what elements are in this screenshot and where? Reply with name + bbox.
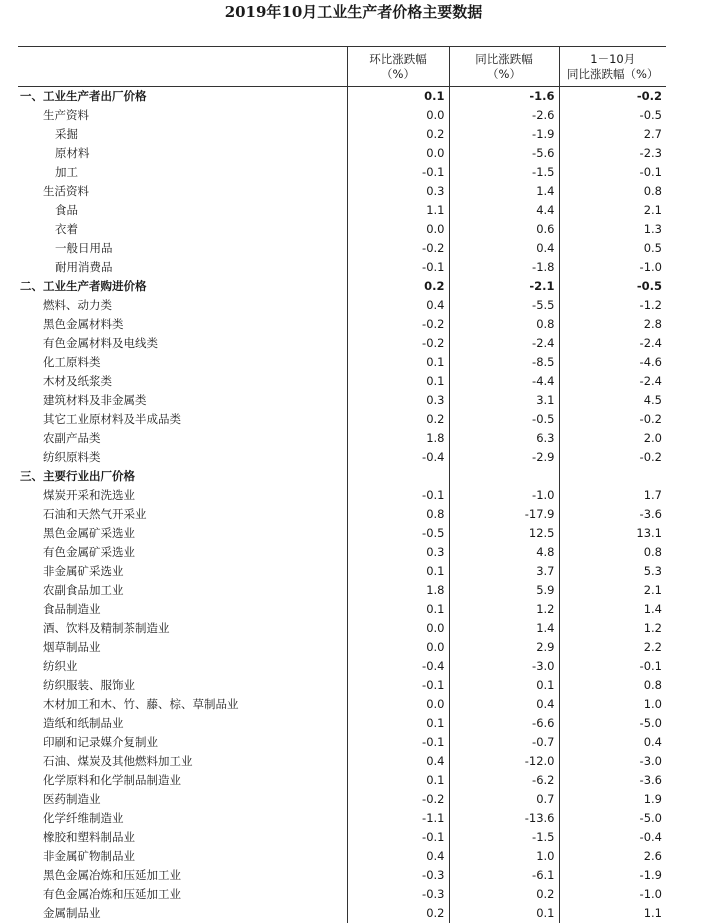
yoy-value: 6.3 [449, 429, 559, 448]
row-label: 医药制造业 [18, 790, 347, 809]
ytd-value: -1.0 [559, 258, 666, 277]
mom-value: 0.2 [347, 410, 449, 429]
row-label: 烟草制品业 [18, 638, 347, 657]
yoy-value: 5.9 [449, 581, 559, 600]
table-row [18, 581, 666, 600]
row-label: 橡胶和塑料制品业 [18, 828, 347, 847]
table-row [18, 372, 666, 391]
row-label: 燃料、动力类 [18, 296, 347, 315]
row-label: 一、工业生产者出厂价格 [18, 87, 347, 107]
table-row [18, 676, 666, 695]
yoy-value: -1.8 [449, 258, 559, 277]
mom-value: 0.1 [347, 372, 449, 391]
table-row [18, 695, 666, 714]
table-row [18, 448, 666, 467]
row-label: 农副产品类 [18, 429, 347, 448]
ytd-value: -0.1 [559, 657, 666, 676]
ytd-value: -0.5 [559, 277, 666, 296]
table-row [18, 220, 666, 239]
table-row [18, 315, 666, 334]
ytd-value: 0.8 [559, 182, 666, 201]
row-label: 黑色金属材料类 [18, 315, 347, 334]
mom-value: -0.3 [347, 866, 449, 885]
row-label: 化工原料类 [18, 353, 347, 372]
ytd-value: -5.0 [559, 809, 666, 828]
ytd-value: 0.5 [559, 239, 666, 258]
table-row [18, 334, 666, 353]
ytd-value: -0.2 [559, 410, 666, 429]
ytd-value: 0.8 [559, 543, 666, 562]
row-label: 非金属矿采选业 [18, 562, 347, 581]
table-row [18, 486, 666, 505]
row-label: 衣着 [18, 220, 347, 239]
yoy-value [449, 467, 559, 486]
row-label: 酒、饮料及精制茶制造业 [18, 619, 347, 638]
row-label: 黑色金属矿采选业 [18, 524, 347, 543]
row-label: 化学纤维制造业 [18, 809, 347, 828]
yoy-value: 1.0 [449, 847, 559, 866]
mom-value: 0.1 [347, 562, 449, 581]
yoy-value: -5.5 [449, 296, 559, 315]
yoy-value: 1.4 [449, 182, 559, 201]
table-row [18, 410, 666, 429]
yoy-value: 0.7 [449, 790, 559, 809]
ytd-value: 1.0 [559, 695, 666, 714]
ytd-value: -0.5 [559, 106, 666, 125]
row-label: 农副食品加工业 [18, 581, 347, 600]
yoy-value: 1.4 [449, 619, 559, 638]
mom-value: 0.3 [347, 182, 449, 201]
mom-value: -0.1 [347, 828, 449, 847]
yoy-value: -2.9 [449, 448, 559, 467]
mom-value: 0.0 [347, 144, 449, 163]
ytd-value: -1.0 [559, 885, 666, 904]
mom-value: 0.0 [347, 695, 449, 714]
table-row [18, 638, 666, 657]
ytd-value: 0.4 [559, 733, 666, 752]
ytd-value: -2.4 [559, 334, 666, 353]
yoy-value: -2.6 [449, 106, 559, 125]
ytd-value: 13.1 [559, 524, 666, 543]
mom-value: -0.2 [347, 315, 449, 334]
table-row [18, 391, 666, 410]
row-label: 食品制造业 [18, 600, 347, 619]
ytd-value: 2.1 [559, 581, 666, 600]
table-row [18, 296, 666, 315]
row-label: 建筑材料及非金属类 [18, 391, 347, 410]
yoy-value: -12.0 [449, 752, 559, 771]
table-row [18, 828, 666, 847]
ytd-value: 1.9 [559, 790, 666, 809]
row-label: 其它工业原材料及半成品类 [18, 410, 347, 429]
ytd-value: -0.4 [559, 828, 666, 847]
mom-value: 0.2 [347, 904, 449, 923]
row-label: 原材料 [18, 144, 347, 163]
yoy-value: 3.1 [449, 391, 559, 410]
table-row [18, 619, 666, 638]
row-label: 黑色金属冶炼和压延加工业 [18, 866, 347, 885]
table-body [18, 87, 666, 923]
ytd-value: -4.6 [559, 353, 666, 372]
table-row [18, 201, 666, 220]
table-row [18, 600, 666, 619]
yoy-value: -6.1 [449, 866, 559, 885]
table-row [18, 847, 666, 866]
row-label: 纺织服装、服饰业 [18, 676, 347, 695]
table-row [18, 106, 666, 125]
table-row [18, 790, 666, 809]
yoy-value: 2.9 [449, 638, 559, 657]
table-row [18, 524, 666, 543]
price-data-table [18, 46, 666, 923]
yoy-value: 12.5 [449, 524, 559, 543]
row-label: 二、工业生产者购进价格 [18, 277, 347, 296]
ytd-value: 2.8 [559, 315, 666, 334]
ytd-value: -3.6 [559, 771, 666, 790]
yoy-value: 0.1 [449, 676, 559, 695]
yoy-value: 0.8 [449, 315, 559, 334]
mom-value: 0.0 [347, 619, 449, 638]
row-label: 食品 [18, 201, 347, 220]
mom-value: -0.1 [347, 733, 449, 752]
table-row [18, 125, 666, 144]
mom-value: 1.1 [347, 201, 449, 220]
mom-value: -0.4 [347, 657, 449, 676]
ytd-value: -3.0 [559, 752, 666, 771]
table-row [18, 505, 666, 524]
row-label: 化学原料和化学制品制造业 [18, 771, 347, 790]
ytd-value: -1.9 [559, 866, 666, 885]
yoy-value: 0.4 [449, 239, 559, 258]
yoy-value: 4.8 [449, 543, 559, 562]
header-item [18, 47, 347, 87]
ytd-value: -3.6 [559, 505, 666, 524]
yoy-value: 3.7 [449, 562, 559, 581]
yoy-value: -5.6 [449, 144, 559, 163]
row-label: 采掘 [18, 125, 347, 144]
table-row [18, 144, 666, 163]
mom-value: 0.4 [347, 752, 449, 771]
yoy-value: -1.0 [449, 486, 559, 505]
yoy-value: -1.5 [449, 828, 559, 847]
mom-value: 0.1 [347, 771, 449, 790]
header-mom: 环比涨跌幅 （%） [347, 47, 449, 87]
ytd-value: 2.2 [559, 638, 666, 657]
ytd-value: -0.1 [559, 163, 666, 182]
yoy-value: -2.4 [449, 334, 559, 353]
table-row [18, 809, 666, 828]
mom-value: 0.1 [347, 600, 449, 619]
ytd-value: 1.7 [559, 486, 666, 505]
row-label: 耐用消费品 [18, 258, 347, 277]
row-label: 木材加工和木、竹、藤、棕、草制品业 [18, 695, 347, 714]
yoy-value: 1.2 [449, 600, 559, 619]
ytd-value: 2.7 [559, 125, 666, 144]
ytd-value: 5.3 [559, 562, 666, 581]
yoy-value: -6.2 [449, 771, 559, 790]
yoy-value: -0.5 [449, 410, 559, 429]
header-row [18, 47, 666, 87]
mom-value: -0.1 [347, 258, 449, 277]
mom-value: 1.8 [347, 581, 449, 600]
mom-value: 0.0 [347, 638, 449, 657]
page-title: 2019年10月工业生产者价格主要数据 [0, 2, 707, 22]
yoy-value: -3.0 [449, 657, 559, 676]
table-row [18, 429, 666, 448]
yoy-value: -6.6 [449, 714, 559, 733]
row-label: 有色金属矿采选业 [18, 543, 347, 562]
ytd-value: 4.5 [559, 391, 666, 410]
header-ytd: 1－10月 同比涨跌幅（%） [559, 47, 666, 87]
ytd-value: 1.3 [559, 220, 666, 239]
yoy-value: 0.4 [449, 695, 559, 714]
table-row [18, 239, 666, 258]
row-label: 金属制品业 [18, 904, 347, 923]
table-row [18, 467, 666, 486]
row-label: 造纸和纸制品业 [18, 714, 347, 733]
mom-value [347, 467, 449, 486]
mom-value: 0.2 [347, 277, 449, 296]
table-row [18, 657, 666, 676]
yoy-value: -1.9 [449, 125, 559, 144]
table-row [18, 562, 666, 581]
row-label: 石油、煤炭及其他燃料加工业 [18, 752, 347, 771]
row-label: 煤炭开采和洗选业 [18, 486, 347, 505]
row-label: 三、主要行业出厂价格 [18, 467, 347, 486]
mom-value: 0.3 [347, 543, 449, 562]
row-label: 纺织业 [18, 657, 347, 676]
ytd-value: 1.4 [559, 600, 666, 619]
ytd-value: 1.1 [559, 904, 666, 923]
ytd-value: -1.2 [559, 296, 666, 315]
ytd-value: -2.4 [559, 372, 666, 391]
table-row [18, 163, 666, 182]
row-label: 石油和天然气开采业 [18, 505, 347, 524]
yoy-value: -4.4 [449, 372, 559, 391]
mom-value: -0.5 [347, 524, 449, 543]
mom-value: -0.2 [347, 334, 449, 353]
mom-value: -1.1 [347, 809, 449, 828]
mom-value: -0.3 [347, 885, 449, 904]
mom-value: 0.0 [347, 220, 449, 239]
mom-value: 0.1 [347, 714, 449, 733]
row-label: 印刷和记录媒介复制业 [18, 733, 347, 752]
table-row [18, 885, 666, 904]
table-row [18, 258, 666, 277]
row-label: 木材及纸浆类 [18, 372, 347, 391]
table-row [18, 353, 666, 372]
ytd-value [559, 467, 666, 486]
mom-value: 0.1 [347, 353, 449, 372]
table-row [18, 277, 666, 296]
ytd-value: 2.0 [559, 429, 666, 448]
row-label: 一般日用品 [18, 239, 347, 258]
yoy-value: -17.9 [449, 505, 559, 524]
yoy-value: 4.4 [449, 201, 559, 220]
table-row [18, 904, 666, 923]
row-label: 纺织原料类 [18, 448, 347, 467]
table-row [18, 182, 666, 201]
yoy-value: -13.6 [449, 809, 559, 828]
ytd-value: -5.0 [559, 714, 666, 733]
mom-value: -0.4 [347, 448, 449, 467]
mom-value: 0.3 [347, 391, 449, 410]
mom-value: -0.1 [347, 163, 449, 182]
table-row [18, 733, 666, 752]
yoy-value: -0.7 [449, 733, 559, 752]
yoy-value: -2.1 [449, 277, 559, 296]
yoy-value: 0.1 [449, 904, 559, 923]
yoy-value: -1.5 [449, 163, 559, 182]
ytd-value: 1.2 [559, 619, 666, 638]
yoy-value: -8.5 [449, 353, 559, 372]
table-row [18, 866, 666, 885]
mom-value: -0.2 [347, 790, 449, 809]
ytd-value: 2.6 [559, 847, 666, 866]
mom-value: 0.4 [347, 296, 449, 315]
mom-value: 0.1 [347, 87, 449, 107]
mom-value: 0.8 [347, 505, 449, 524]
table-row [18, 771, 666, 790]
ytd-value: 0.8 [559, 676, 666, 695]
mom-value: 0.2 [347, 125, 449, 144]
header-yoy: 同比涨跌幅 （%） [449, 47, 559, 87]
mom-value: 0.0 [347, 106, 449, 125]
row-label: 生活资料 [18, 182, 347, 201]
yoy-value: 0.2 [449, 885, 559, 904]
table-row [18, 752, 666, 771]
mom-value: 1.8 [347, 429, 449, 448]
ytd-value: -0.2 [559, 87, 666, 107]
mom-value: -0.1 [347, 486, 449, 505]
ytd-value: -0.2 [559, 448, 666, 467]
row-label: 加工 [18, 163, 347, 182]
row-label: 有色金属材料及电线类 [18, 334, 347, 353]
ytd-value: -2.3 [559, 144, 666, 163]
table-row [18, 543, 666, 562]
mom-value: -0.2 [347, 239, 449, 258]
row-label: 生产资料 [18, 106, 347, 125]
row-label: 非金属矿物制品业 [18, 847, 347, 866]
yoy-value: 0.6 [449, 220, 559, 239]
table-row [18, 714, 666, 733]
ytd-value: 2.1 [559, 201, 666, 220]
yoy-value: -1.6 [449, 87, 559, 107]
mom-value: 0.4 [347, 847, 449, 866]
mom-value: -0.1 [347, 676, 449, 695]
table-row [18, 87, 666, 107]
row-label: 有色金属冶炼和压延加工业 [18, 885, 347, 904]
